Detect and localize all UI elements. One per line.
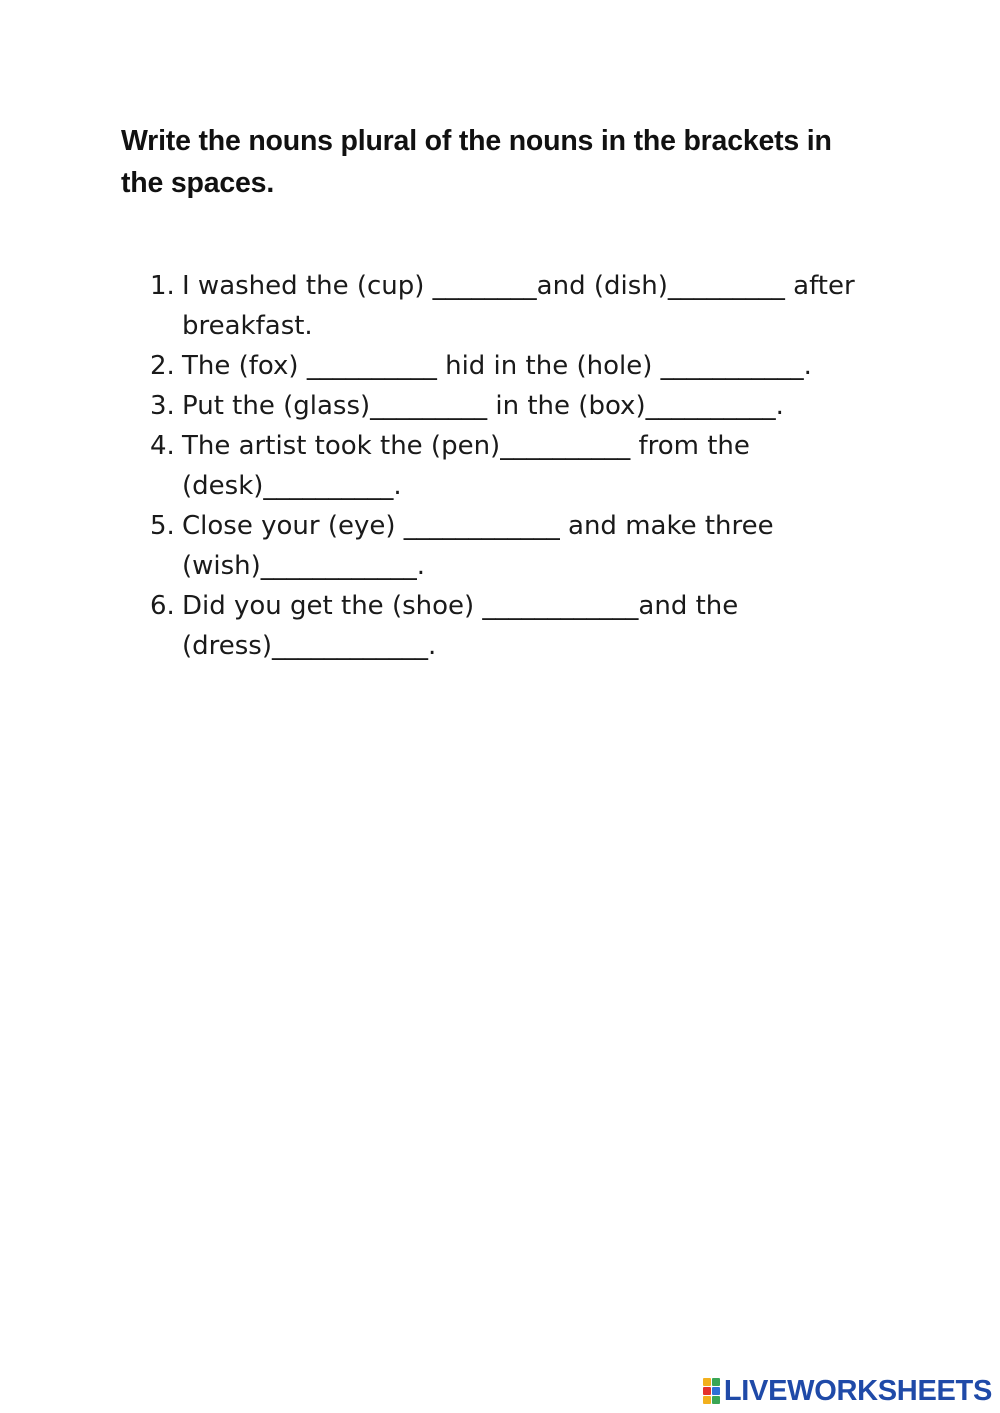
exercise-item xyxy=(150,266,890,346)
logo-square xyxy=(703,1378,711,1386)
liveworksheets-brand[interactable] xyxy=(703,1376,992,1406)
logo-square xyxy=(712,1396,720,1404)
liveworksheets-wordmark: LIVEWORKSHEETS xyxy=(723,1375,992,1407)
exercise-item-number: 1. xyxy=(150,271,175,301)
exercise-item-number: 3. xyxy=(150,391,175,421)
logo-square xyxy=(703,1396,711,1404)
exercise-item-text: I washed the (cup) ________and (dish)_________ after breakfast. xyxy=(182,271,863,341)
instructions-heading: Write the nouns plural of the nouns in the brackets in the spaces. xyxy=(121,125,832,199)
liveworksheets-logo-icon xyxy=(703,1378,720,1404)
exercise-item-text: The (fox) __________ hid in the (hole) ___________. xyxy=(182,351,812,381)
logo-square xyxy=(703,1387,711,1395)
exercise-item xyxy=(150,506,890,586)
exercise-item-text: Close your (eye) ____________ and make three (wish)____________. xyxy=(182,511,782,581)
exercise-item-number: 6. xyxy=(150,591,175,621)
exercise-item xyxy=(150,586,890,666)
exercise-item xyxy=(150,386,890,426)
exercise-item-number: 5. xyxy=(150,511,175,541)
exercise-item-text: Put the (glass)_________ in the (box)__________. xyxy=(182,391,784,421)
exercise-item-text: Did you get the (shoe) ____________and the (dress)____________. xyxy=(182,591,747,661)
exercise-list xyxy=(150,266,890,666)
logo-square xyxy=(712,1387,720,1395)
exercise-item xyxy=(150,346,890,386)
exercise-item-number: 2. xyxy=(150,351,175,381)
exercise-item-number: 4. xyxy=(150,431,175,461)
exercise-item xyxy=(150,426,890,506)
exercise-item-text: The artist took the (pen)__________ from the (desk)__________. xyxy=(182,431,759,501)
logo-square xyxy=(712,1378,720,1386)
